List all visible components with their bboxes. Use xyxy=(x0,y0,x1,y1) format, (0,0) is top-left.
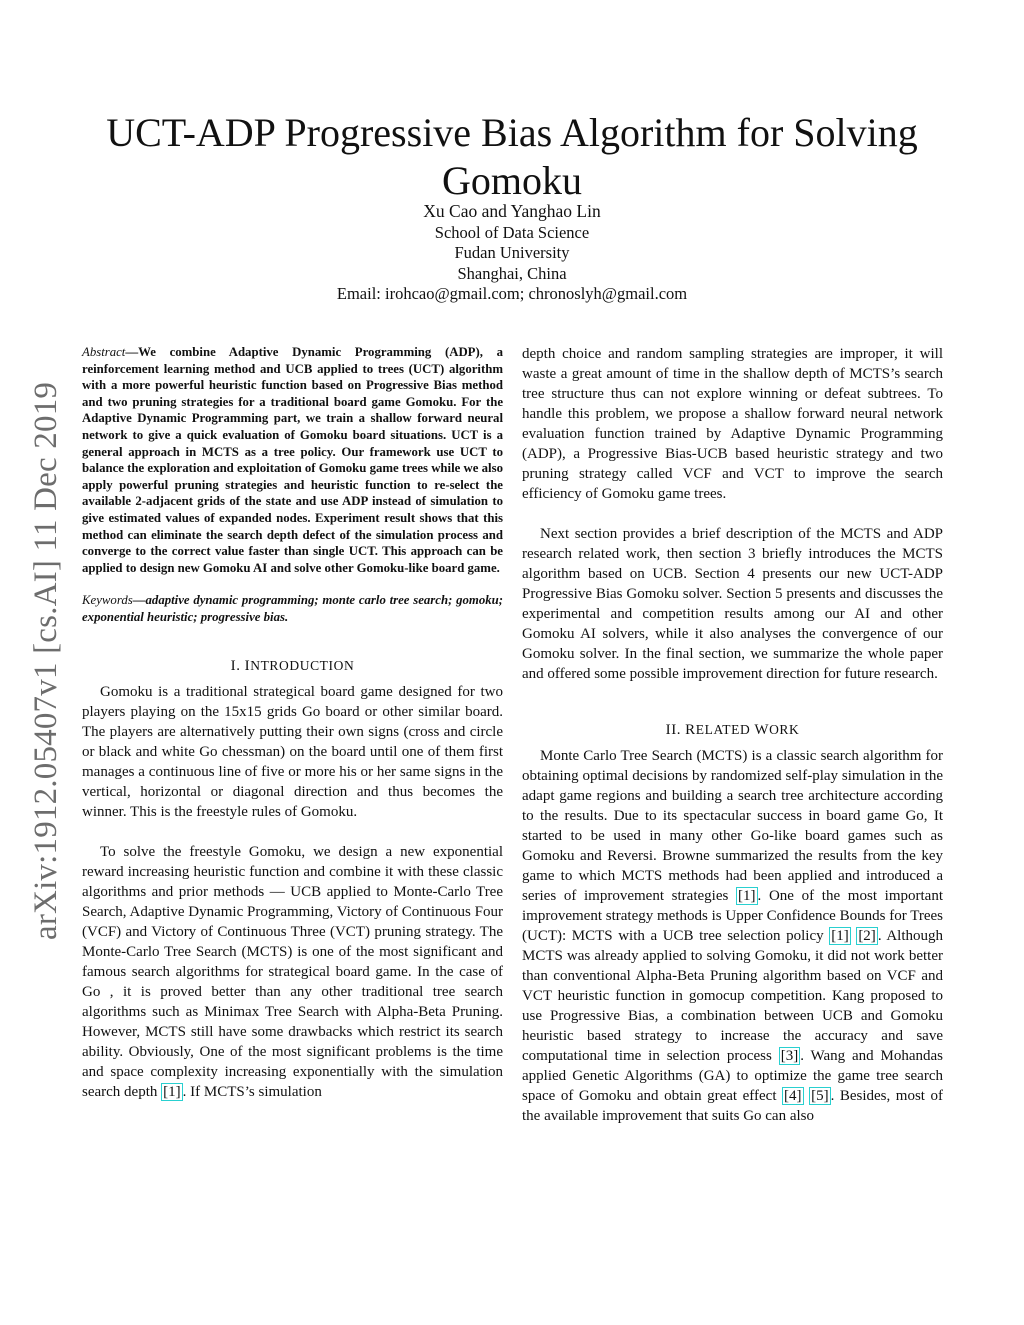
section-heading-related-work: II. RELATED WORK xyxy=(665,722,800,738)
citation-link[interactable]: [1] xyxy=(831,928,849,944)
intro-paragraph-1: Gomoku is a traditional strategical board game designed for two players playing on the 15x15 grids Go board or other similar board. The players are alternatively putting their own signs (cross and circle or black and white Go chessman) on the board until one of them first manages a continuous line of five or more his or her same signs in the vertical, horizontal or diagonal direction and thus becomes the winner. This is the freestyle rules of Gomoku. xyxy=(82,683,503,820)
arxiv-watermark xyxy=(22,362,62,942)
section-heading-introduction: I. INTRODUCTION xyxy=(230,657,355,674)
arxiv-id: arXiv:1912.05407v1 [cs.AI] 11 Dec 2019 xyxy=(28,381,64,940)
related-work-paragraph-1: Monte Carlo Tree Search (MCTS) is a classic search algorithm for obtaining optimal decisions by randomized self-play simulation in the adapt game regions and building a search tree architecture according to the results. Due to its spectacular success in board game Go, It started to be used in many other Go-like board games such as Gomoku and Reversi. Browne summarized the results from the key game to which MCTS methods had been applied and introduced a series of improvement strategies [1] . One of the most important improvement strategy methods is Upper Confidence Bounds for Trees (UCT): MCTS with a UCB tree selection policy [1] [2] . Although MCTS was already applied to solving Gomoku, it did not work better than conventional Alpha-Beta Pruning algorithm based on VCF and VCT heuristic function in gomocup competition. Kang proposed to use Progressive Bias, a combination between UCB and Gomoku heuristic based strategy to increase the accuracy and save computational time in selection process [3] . Wang and Mohandas applied Genetic Algorithms (GA) to optimize the game tree search space of Gomoku and obtain great effect [4] [5] . Besides, most of the available improvement that suits Go can also xyxy=(522,748,944,1124)
paper-title: UCT-ADP Progressive Bias Algorithm for Solving Gomoku xyxy=(106,109,918,203)
left-column xyxy=(82,344,503,1102)
author-names: Xu Cao and Yanghao Lin xyxy=(423,201,601,221)
author-email: Email: irohcao@gmail.com; chronoslyh@gmail.com xyxy=(336,284,688,303)
abstract xyxy=(82,344,503,576)
keywords-text: —adaptive dynamic programming; monte carlo tree search; gomoku; exponential heuristic; progressive bias. xyxy=(82,593,503,624)
author-school: School of Data Science xyxy=(434,222,590,242)
citation-link[interactable]: [1] xyxy=(738,888,756,904)
intro-paragraph-2-continued: depth choice and random sampling strategies are improper, it will waste a great amount of time in the shallow depth of MCTS’s search tree structure thus can not explore winning or defeat subtrees. To handle this problem, we propose a shallow forward neural network evaluation function trained by Adaptive Dynamic Programming (ADP), a Progressive Bias-UCB based heuristic strategy and two pruning strategy called VCF and VCT to improve the search efficiency of Gomoku game trees. xyxy=(522,346,943,502)
keywords-lead: Keywords xyxy=(82,593,133,608)
citation-link[interactable]: [4] xyxy=(784,1088,802,1104)
intro-paragraph-3: Next section provides a brief description of the MCTS and ADP research related work, then section 3 briefly introduces the MCTS algorithm based on UCB. Section 4 presents our new UCT-ADP Progressive Bias Gomoku solver. Section 5 presents and discusses the experimental and competition results among our AI and other Gomoku AI solvers, while it also analyses the convergence of our Gomoku solver. In the final section, we summarize the whole paper and offered some possible improvement direction for future research. xyxy=(522,526,943,682)
intro-paragraph-2: To solve the freestyle Gomoku, we design a new exponential reward increasing heuristic function and combine it with these classic algorithms and prior methods — UCB applied to Monte-Carlo Tree Search, Adaptive Dynamic Programming, Victory of Continuous Four (VCF) and Victory of Continuous Three (VCT) pruning strategy. The Monte-Carlo Tree Search (MCTS) is one of the most significant and famous search algorithms for strategical board game. In the case of Go , it is proved better than any other traditional tree search algorithms such as Minimax Tree Search with Alpha-Beta Pruning. However, MCTS still have some drawbacks which restrict its search ability. Obviously, One of the most significant problems is the time and space complexity increasing exponentially with the simulation search depth [1] . If MCTS’s simulation xyxy=(82,843,503,1100)
abstract-text: —We combine Adaptive Dynamic Programming (ADP), a reinforcement learning method and UCB applied to trees (UCT) algorithm with a more powerful heuristic function based on Progressive Bias method and two pruning strategies for a traditional board game Gomoku. For the Adaptive Dynamic Programming part, we train a shallow forward neural network to give a quick evaluation of Gomoku board situations. UCT is a general approach in MCTS as a tree policy. Our framework use UCT to balance the exploration and exploitation of Gomoku game trees while we also apply powerful pruning strategies and heuristic function to re-select the available 2-adjacent grids of the state and use ADP instead of simulation to give estimated values of expanded nodes. Experiment result shows that this method can eliminate the search depth defect of the simulation process and converge to the correct value faster than single UCT. This approach can be applied to design new Gomoku AI and solve other Gomoku-like board game. xyxy=(82,345,503,575)
author-location: Shanghai, China xyxy=(457,263,567,283)
author-university: Fudan University xyxy=(454,243,570,262)
citation-link[interactable]: [1] xyxy=(163,1083,181,1100)
right-column xyxy=(522,344,943,1126)
keywords xyxy=(82,592,503,625)
citation-link[interactable]: [3] xyxy=(780,1048,799,1064)
citation-link[interactable]: [2] xyxy=(858,928,876,944)
abstract-lead: Abstract xyxy=(82,345,126,359)
author-block xyxy=(200,201,824,305)
citation-link[interactable]: [5] xyxy=(811,1088,829,1104)
